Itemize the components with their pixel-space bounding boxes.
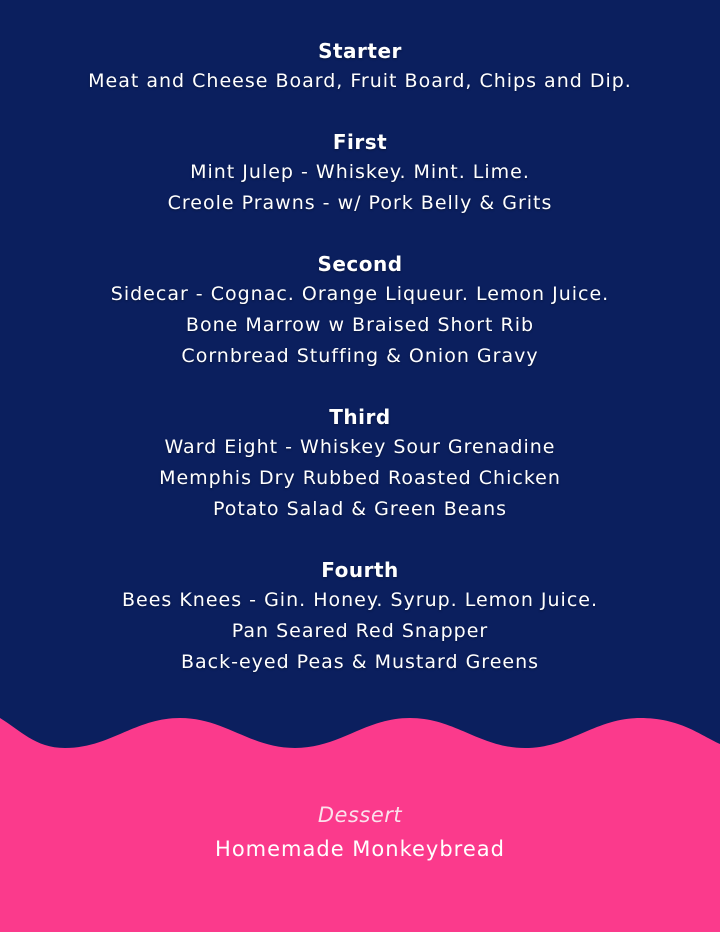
course-title: Third [329,405,391,429]
course-fourth [0,555,720,678]
course-first [0,127,720,219]
course-line: Pan Seared Red Snapper [231,620,489,642]
course-starter [0,36,720,97]
course-title: First [332,130,388,154]
course-list [0,36,720,708]
course-line: Back-eyed Peas & Mustard Greens [180,651,540,673]
course-line: Meat and Cheese Board, Fruit Board, Chips and Dip. [88,70,632,92]
course-line: Creole Prawns - w/ Pork Belly & Grits [167,192,553,214]
course-title: Fourth [321,558,399,582]
course-line: Sidecar - Cognac. Orange Liqueur. Lemon Juice. [110,283,610,305]
course-line: Bone Marrow w Braised Short Rib [185,314,535,336]
course-line: Ward Eight - Whiskey Sour Grenadine [164,436,556,458]
course-line: Mint Julep - Whiskey. Mint. Lime. [190,161,530,183]
course-second [0,249,720,372]
dessert-title: Dessert [317,803,403,827]
course-line: Cornbread Stuffing & Onion Gravy [181,345,539,367]
course-title: Second [317,252,403,276]
dessert-item: Homemade Monkeybread [215,837,505,861]
course-line: Memphis Dry Rubbed Roasted Chicken [159,467,561,489]
course-third [0,402,720,525]
course-line: Potato Salad & Green Beans [212,498,508,520]
dessert-section [0,798,720,866]
course-title: Starter [318,39,402,63]
course-line: Bees Knees - Gin. Honey. Syrup. Lemon Juice. [122,589,598,611]
